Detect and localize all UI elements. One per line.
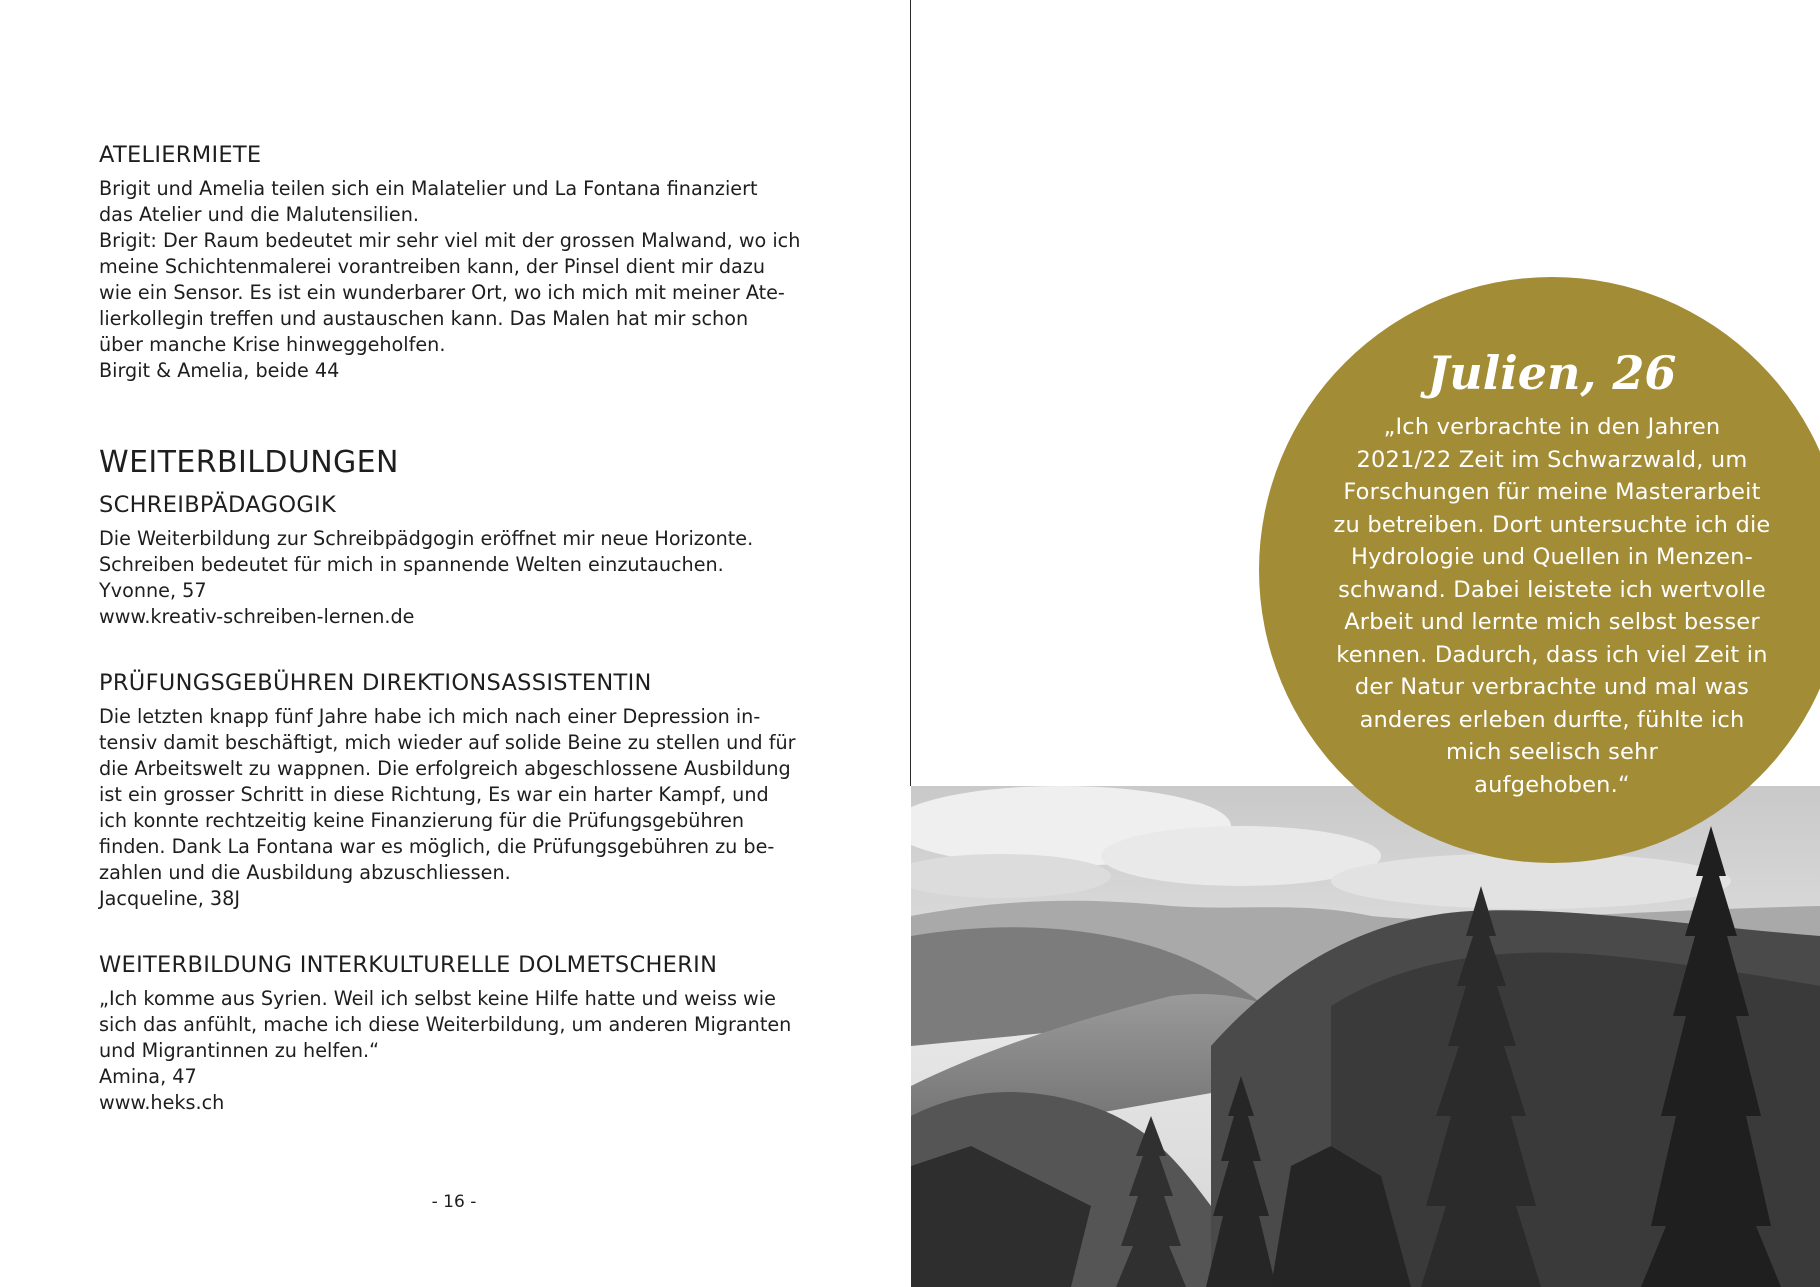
website-link[interactable]: www.kreativ-schreiben-lernen.de [99, 605, 415, 628]
quote-line: Arbeit und lernte mich selbst besser [1344, 609, 1760, 635]
quote-line: aufgehoben.“ [1474, 771, 1630, 798]
quote-circle [1259, 277, 1820, 863]
text-line: Yvonne, 57 [99, 579, 207, 602]
text-line: Amina, 47 [99, 1065, 197, 1088]
page-number: - 16 - [431, 1192, 477, 1212]
text-line: zahlen und die Ausbildung abzuschliessen. [99, 861, 511, 884]
text-line: Schreiben bedeutet für mich in spannende Welten einzutauchen. [99, 553, 724, 576]
section-dolmetscherin [99, 950, 811, 1116]
quote-line: „Ich verbrachte in den Jahren [1383, 414, 1721, 440]
quote-author: Julien, 26 [1427, 346, 1677, 400]
section-schreibpaedagogik [99, 490, 811, 630]
text-line: wie ein Sensor. Es ist ein wunderbarer Ort, wo ich mich mit meiner Ate- [99, 281, 785, 304]
quote-line: zu betreiben. Dort untersuchte ich die [1333, 511, 1771, 538]
main-heading: WEITERBILDUNGEN [99, 445, 399, 480]
website-link[interactable]: www.heks.ch [99, 1091, 225, 1114]
quote-line: 2021/22 Zeit im Schwarzwald, um [1356, 446, 1748, 473]
section-body [99, 704, 811, 912]
text-line: Birgit & Amelia, beide 44 [99, 359, 340, 382]
text-line: und Migrantinnen zu helfen.“ [99, 1039, 380, 1062]
section-body [99, 986, 811, 1116]
section-body [99, 176, 811, 384]
right-page [911, 0, 1820, 1287]
quote-line: Hydrologie und Quellen in Menzen- [1351, 544, 1753, 570]
text-line: ist ein grosser Schritt in diese Richtung, Es war ein harter Kampf, und [99, 783, 769, 806]
section-heading: SCHREIBPÄDAGOGIK [99, 492, 337, 518]
quote-line: schwand. Dabei leistete ich wertvolle [1338, 576, 1766, 603]
section-heading: PRÜFUNGSGEBÜHREN DIREKTIONSASSISTENTIN [99, 670, 652, 696]
text-line: die Arbeitswelt zu wappnen. Die erfolgreich abgeschlossene Ausbildung [99, 757, 791, 780]
left-page [0, 0, 908, 1287]
text-line: finden. Dank La Fontana war es möglich, die Prüfungsgebühren zu be- [99, 835, 775, 858]
text-line: meine Schichtenmalerei vorantreiben kann, der Pinsel dient mir dazu [99, 255, 766, 278]
left-page-content [99, 140, 811, 1154]
text-line: sich das anfühlt, mache ich diese Weiterbildung, um anderen Migranten [99, 1013, 792, 1036]
text-line: Die letzten knapp fünf Jahre habe ich mich nach einer Depression in- [99, 705, 761, 728]
section-body [99, 526, 811, 630]
quote-line: Forschungen für meine Masterarbeit [1343, 479, 1761, 505]
quote-line: der Natur verbrachte und mal was [1354, 674, 1750, 700]
text-line: tensiv damit beschäftigt, mich wieder auf solide Beine zu stellen und für [99, 731, 796, 754]
quote-line: anderes erleben durfte, fühlte ich [1359, 706, 1745, 733]
text-line: über manche Krise hinweggeholfen. [99, 333, 446, 356]
text-line: ich konnte rechtzeitig keine Finanzierung für die Prüfungsgebühren [99, 809, 745, 832]
landscape-photo [911, 786, 1820, 1287]
section-heading: WEITERBILDUNG INTERKULTURELLE DOLMETSCHERIN [99, 952, 718, 978]
text-line: lierkollegin treffen und austauschen kann. Das Malen hat mir schon [99, 307, 749, 330]
text-line: Jacqueline, 38J [99, 887, 241, 910]
text-line: Brigit: Der Raum bedeutet mir sehr viel mit der grossen Malwand, wo ich [99, 229, 801, 252]
text-line: „Ich komme aus Syrien. Weil ich selbst keine Hilfe hatte und weiss wie [99, 987, 776, 1010]
quote-line: kennen. Dadurch, dass ich viel Zeit in [1336, 641, 1768, 668]
text-line: Die Weiterbildung zur Schreibpädgogin eröffnet mir neue Horizonte. [99, 527, 754, 550]
quote-line: mich seelisch sehr [1445, 739, 1659, 765]
quote-text [1259, 411, 1820, 801]
section-ateliermiete [99, 140, 811, 384]
text-line: Brigit und Amelia teilen sich ein Malatelier und La Fontana finanziert [99, 177, 758, 200]
section-heading: ATELIERMIETE [99, 142, 262, 168]
section-pruefungsgebuehren [99, 668, 811, 912]
text-line: das Atelier und die Malutensilien. [99, 203, 419, 226]
